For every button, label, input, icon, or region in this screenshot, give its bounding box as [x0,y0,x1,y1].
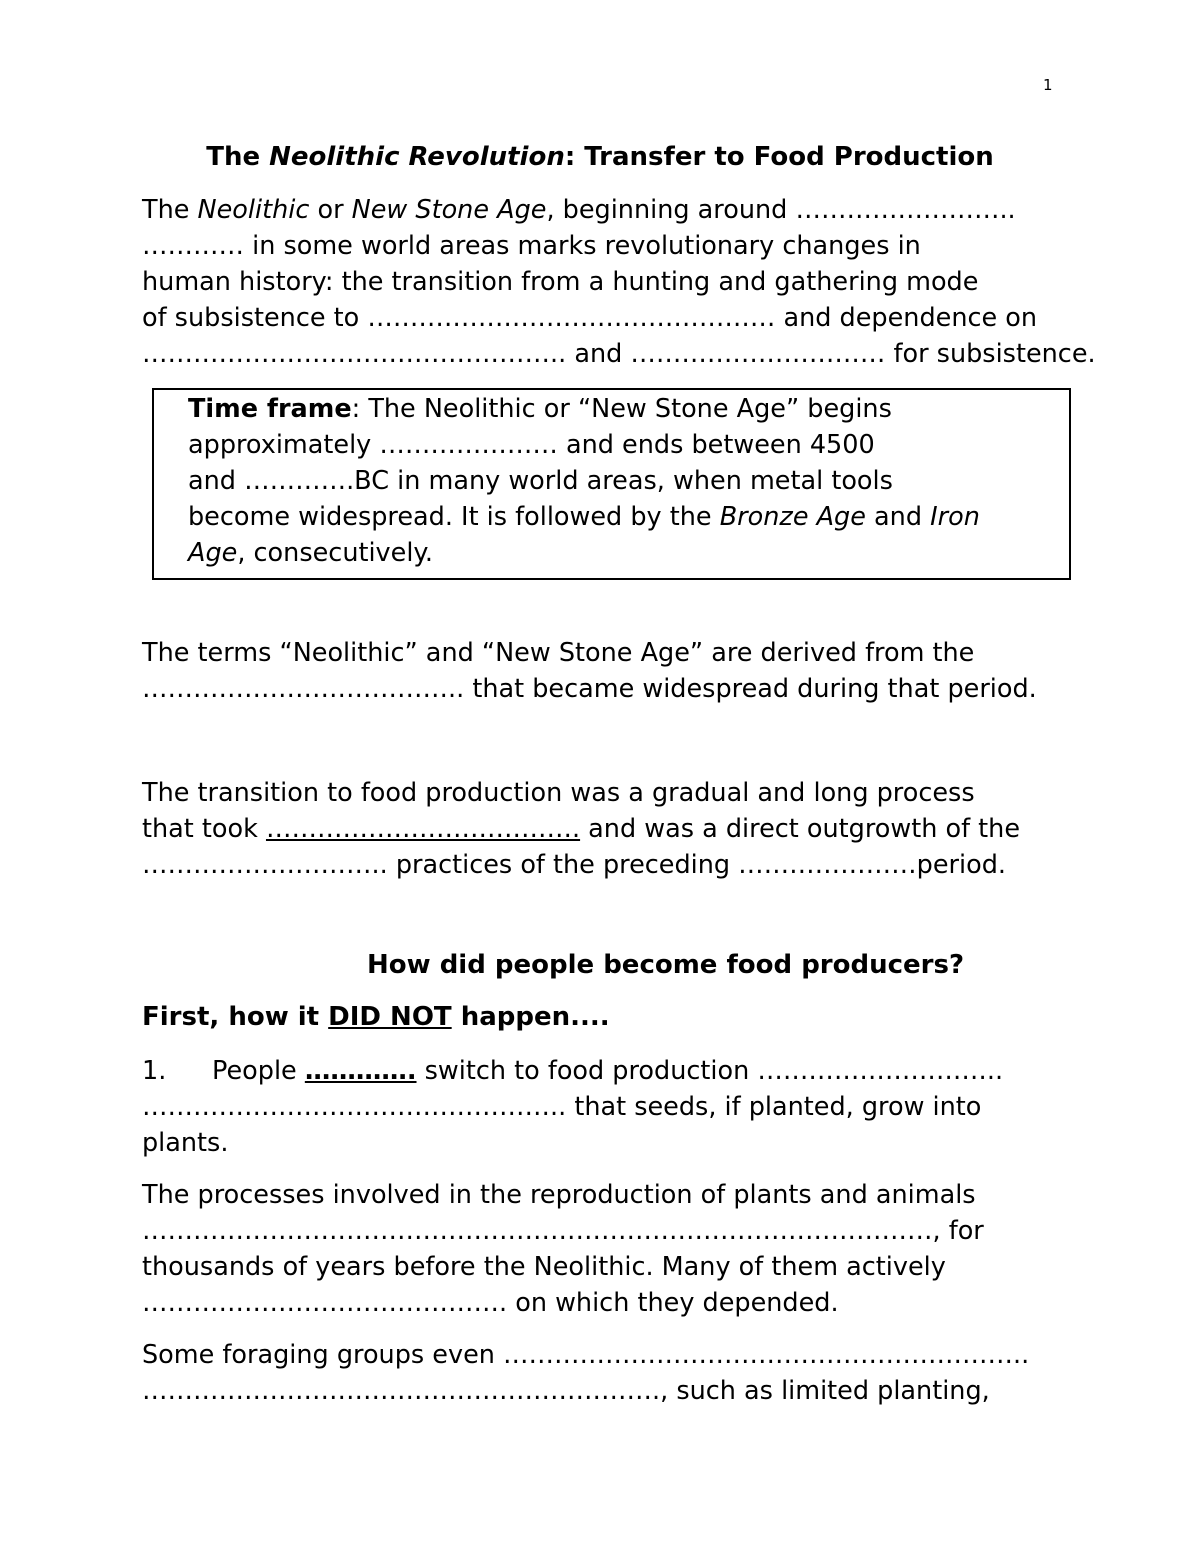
intro-text: or [309,195,352,225]
transition-line-1: The transition to food production was a gradual and long process [142,778,975,808]
transition-line-3: ……………………….. practices of the preceding …………………period. [142,850,1007,880]
title-text-post: : Transfer to Food Production [564,142,994,172]
italic-age: Age [188,538,238,568]
intro-italic-new-stone-age: New Stone Age [351,195,547,225]
time-frame-label: Time frame [188,394,352,424]
time-frame-text-span: , consecutively. [237,538,433,568]
transition-line-2 [142,811,1020,847]
item-1-line-2: ………………………………………….. that seeds, if planted, grow into [142,1092,982,1122]
processes-line-1: The processes involved in the reproduction of plants and animals [142,1180,976,1210]
intro-paragraph [142,192,1096,372]
intro-line-4: of subsistence to ………………………………………… and dependence on [142,303,1038,333]
processes-paragraph [142,1177,984,1321]
time-frame-text-span: and [865,502,931,532]
transition-text: and was a direct outgrowth of the [580,814,1021,844]
processes-line-2: …………………………………………………………………………………, for [142,1216,984,1246]
item-1-line-1 [142,1053,1003,1089]
italic-iron: Iron [930,502,980,532]
terms-line-1: The terms “Neolithic” and “New Stone Age” are derived from the [142,638,975,668]
terms-line-2: ……………………………….. that became widespread during that period. [142,674,1037,704]
time-frame-line-1 [188,391,980,427]
item-number: 1. [142,1056,167,1086]
transition-paragraph [142,775,1020,883]
document-title [0,142,1200,172]
underlined-bold-blank: …………. [304,1056,417,1086]
intro-line-2: ………… in some world areas marks revolutionary changes in [142,231,921,261]
intro-text: , beginning around …………………….. [546,195,1016,225]
time-frame-text [188,391,980,571]
title-text-pre: The [206,142,270,172]
time-frame-line-2: approximately ………………… and ends between 4500 [188,430,875,460]
time-frame-line-5 [188,535,980,571]
item-1-text: People [212,1056,305,1086]
underlined-blank: ………………………………. [265,814,581,844]
section-heading-question: How did people become food producers? [367,950,965,980]
subheading-text: happen.... [451,1002,610,1032]
time-frame-text-span: : The Neolithic or “New Stone Age” begins [351,394,892,424]
time-frame-line-3: and ………….BC in many world areas, when metal tools [188,466,893,496]
intro-line-1 [142,192,1096,228]
time-frame-text-span: become widespread. It is followed by the [188,502,720,532]
terms-paragraph [142,635,1037,707]
intro-line-3: human history: the transition from a hunting and gathering mode [142,267,979,297]
subheading-text: First, how it [142,1002,329,1032]
processes-line-3: thousands of years before the Neolithic. Many of them actively [142,1252,946,1282]
title-text-italic: Neolithic Revolution [269,142,565,172]
foraging-line-2: ……………………………………………………., such as limited planting, [142,1376,990,1406]
time-frame-line-4 [188,499,980,535]
section-subheading [142,1002,610,1032]
intro-text: The [142,195,198,225]
italic-bronze-age: Bronze Age [719,502,866,532]
processes-line-4: ……………………………………. on which they depended. [142,1288,839,1318]
foraging-paragraph [142,1337,1029,1409]
item-1-text: switch to food production ……………………….. [416,1056,1004,1086]
page-number: 1 [1043,76,1053,94]
transition-text: that took [142,814,266,844]
intro-italic-neolithic: Neolithic [197,195,310,225]
item-1-line-3: plants. [142,1128,229,1158]
list-item-1 [142,1053,1003,1161]
foraging-line-1: Some foraging groups even …………………………………………………….. [142,1340,1030,1370]
time-frame-box [152,388,1071,580]
subheading-underlined: DID NOT [328,1002,452,1032]
intro-line-5: ………………………………………….. and ………………………… for subsistence. [142,339,1096,369]
